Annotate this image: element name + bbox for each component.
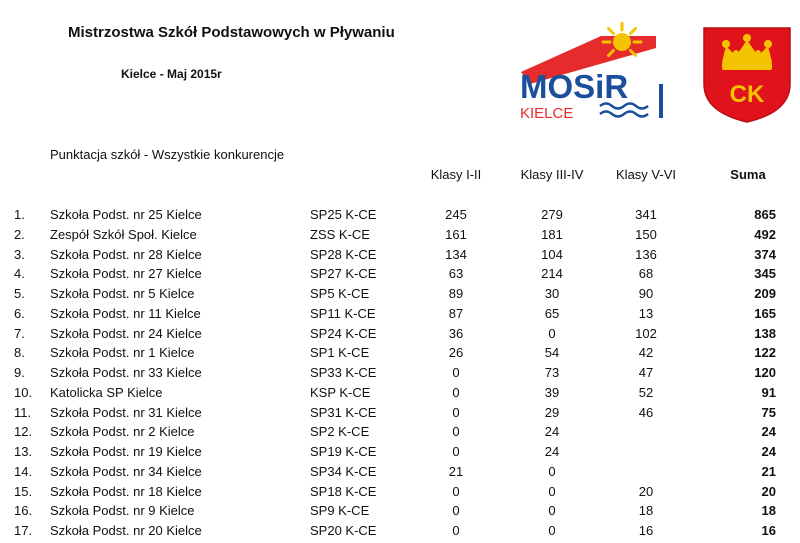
row-total: 165 <box>754 305 776 321</box>
row-school-code: SP19 K-CE <box>310 444 377 459</box>
row-score-klasy-1-2: 21 <box>448 463 464 479</box>
row-school-name: Szkoła Podst. nr 1 Kielce <box>50 345 195 361</box>
row-school-name: Zespół Szkół Społ. Kielce <box>50 226 197 242</box>
row-score-klasy-1-2: 36 <box>448 325 464 341</box>
row-school-name: Szkoła Podst. nr 33 Kielce <box>50 365 202 380</box>
row-rank: 13. <box>14 444 33 459</box>
row-score-klasy-5-6: 52 <box>638 384 654 400</box>
table-row <box>0 284 800 304</box>
row-score-klasy-5-6: 102 <box>635 325 657 341</box>
row-score-klasy-3-4: 39 <box>544 384 560 400</box>
row-score-klasy-3-4: 65 <box>544 305 560 321</box>
table-row <box>0 442 800 462</box>
row-score-klasy-5-6: 341 <box>635 207 657 222</box>
row-school-code: SP25 K-CE <box>310 207 377 222</box>
row-score-klasy-5-6: 18 <box>638 503 654 519</box>
row-score-klasy-5-6: 46 <box>638 404 654 420</box>
kielce-crest <box>700 26 794 124</box>
row-school-code: SP27 K-CE <box>310 266 377 282</box>
row-score-klasy-1-2: 0 <box>452 444 460 459</box>
row-rank: 4. <box>14 266 25 282</box>
row-total: 345 <box>754 266 776 282</box>
row-score-klasy-5-6: 16 <box>638 523 654 538</box>
row-score-klasy-3-4: 24 <box>544 444 560 459</box>
row-rank: 9. <box>14 365 25 380</box>
row-score-klasy-1-2: 0 <box>452 365 460 380</box>
table-row <box>0 343 800 363</box>
row-score-klasy-1-2: 0 <box>452 384 460 400</box>
row-total: 24 <box>761 444 776 459</box>
row-school-code: SP31 K-CE <box>310 404 377 420</box>
row-score-klasy-3-4: 73 <box>544 365 560 380</box>
row-score-klasy-3-4: 0 <box>548 463 556 479</box>
row-rank: 11. <box>14 404 32 420</box>
row-total: 209 <box>754 286 776 301</box>
row-school-code: KSP K-CE <box>310 384 371 400</box>
row-total: 91 <box>761 384 776 400</box>
row-rank: 6. <box>14 305 25 321</box>
row-school-name: Szkoła Podst. nr 27 Kielce <box>50 266 202 282</box>
row-school-name: Szkoła Podst. nr 25 Kielce <box>50 207 202 222</box>
mosir-logo-subtext: KIELCE <box>520 105 574 122</box>
table-row <box>0 245 800 265</box>
row-score-klasy-3-4: 24 <box>544 424 560 440</box>
row-school-code: SP11 K-CE <box>310 305 376 321</box>
row-school-name: Szkoła Podst. nr 24 Kielce <box>50 325 202 341</box>
row-score-klasy-1-2: 63 <box>448 266 464 282</box>
table-row <box>0 482 800 502</box>
row-rank: 1. <box>14 207 25 222</box>
row-score-klasy-3-4: 214 <box>541 266 563 282</box>
results-table <box>0 205 800 541</box>
row-school-name: Szkoła Podst. nr 9 Kielce <box>50 503 195 519</box>
row-school-code: SP9 K-CE <box>310 503 370 519</box>
waves-icon <box>600 104 648 117</box>
row-school-name: Katolicka SP Kielce <box>50 384 163 400</box>
table-row <box>0 304 800 324</box>
row-school-name: Szkoła Podst. nr 2 Kielce <box>50 424 195 440</box>
table-row <box>0 264 800 284</box>
row-score-klasy-3-4: 181 <box>541 226 563 242</box>
row-score-klasy-3-4: 279 <box>541 207 563 222</box>
row-school-code: SP18 K-CE <box>310 483 377 499</box>
row-score-klasy-5-6: 42 <box>638 345 654 361</box>
row-rank: 5. <box>14 286 25 301</box>
row-score-klasy-1-2: 0 <box>452 404 460 420</box>
row-school-name: Szkoła Podst. nr 31 Kielce <box>50 404 202 420</box>
column-header-suma: Suma <box>730 167 766 182</box>
table-row <box>0 383 800 403</box>
mosir-logo <box>516 22 666 122</box>
row-score-klasy-3-4: 0 <box>548 523 556 538</box>
row-total: 122 <box>754 345 776 361</box>
row-school-name: Szkoła Podst. nr 18 Kielce <box>50 483 202 499</box>
row-score-klasy-3-4: 104 <box>541 246 563 262</box>
row-score-klasy-1-2: 245 <box>445 207 467 222</box>
table-row <box>0 521 800 541</box>
row-school-code: SP28 K-CE <box>310 246 377 262</box>
table-row <box>0 225 800 245</box>
row-score-klasy-1-2: 87 <box>448 305 464 321</box>
mosir-logo-text: MOSiR <box>520 68 629 105</box>
row-school-code: SP1 K-CE <box>310 345 370 361</box>
row-total: 492 <box>754 226 776 242</box>
row-total: 16 <box>761 523 776 538</box>
row-school-name: Szkoła Podst. nr 5 Kielce <box>50 286 195 301</box>
row-total: 24 <box>761 424 776 440</box>
row-score-klasy-1-2: 26 <box>448 345 464 361</box>
row-total: 18 <box>761 503 776 519</box>
row-rank: 7. <box>14 325 25 341</box>
row-score-klasy-1-2: 0 <box>452 424 460 440</box>
table-row <box>0 501 800 521</box>
row-school-code: SP5 K-CE <box>310 286 370 301</box>
row-rank: 8. <box>14 345 25 361</box>
table-row <box>0 363 800 383</box>
row-rank: 10. <box>14 384 33 400</box>
page-subtitle: Kielce - Maj 2015r <box>121 67 222 81</box>
row-school-name: Szkoła Podst. nr 11 Kielce <box>50 305 201 321</box>
row-score-klasy-1-2: 0 <box>452 503 460 519</box>
row-school-name: Szkoła Podst. nr 19 Kielce <box>50 444 202 459</box>
row-score-klasy-3-4: 30 <box>544 286 560 301</box>
row-school-name: Szkoła Podst. nr 20 Kielce <box>50 523 202 538</box>
row-rank: 14. <box>14 463 33 479</box>
row-rank: 12. <box>14 424 33 440</box>
row-score-klasy-1-2: 89 <box>448 286 464 301</box>
row-score-klasy-3-4: 0 <box>548 483 556 499</box>
column-header-klasy-5-6: Klasy V-VI <box>616 167 676 182</box>
column-header-klasy-3-4: Klasy III-IV <box>520 167 584 182</box>
row-school-code: SP34 K-CE <box>310 463 377 479</box>
row-score-klasy-1-2: 0 <box>452 483 460 499</box>
row-school-code: SP2 K-CE <box>310 424 370 440</box>
page-title: Mistrzostwa Szkół Podstawowych w Pływaniu <box>68 24 395 41</box>
row-rank: 16. <box>14 503 33 519</box>
row-score-klasy-3-4: 54 <box>544 345 560 361</box>
row-rank: 3. <box>14 246 25 262</box>
row-score-klasy-5-6: 136 <box>635 246 657 262</box>
row-total: 75 <box>761 404 776 420</box>
row-score-klasy-5-6: 13 <box>638 305 654 321</box>
row-score-klasy-1-2: 134 <box>445 246 467 262</box>
row-score-klasy-5-6: 150 <box>635 226 657 242</box>
row-school-code: SP20 K-CE <box>310 523 377 538</box>
column-header-klasy-1-2: Klasy I-II <box>430 167 482 182</box>
row-score-klasy-5-6: 68 <box>638 266 654 282</box>
table-row <box>0 403 800 423</box>
row-total: 138 <box>754 325 776 341</box>
row-school-code: SP24 K-CE <box>310 325 377 341</box>
row-total: 21 <box>761 463 776 479</box>
row-school-code: SP33 K-CE <box>310 365 377 380</box>
row-score-klasy-5-6: 20 <box>638 483 654 499</box>
row-total: 120 <box>754 365 776 380</box>
table-row <box>0 324 800 344</box>
row-total: 374 <box>754 246 776 262</box>
crest-label: CK <box>729 81 765 108</box>
row-rank: 17. <box>14 523 33 538</box>
row-school-name: Szkoła Podst. nr 28 Kielce <box>50 246 202 262</box>
table-row <box>0 422 800 442</box>
row-score-klasy-3-4: 0 <box>548 503 556 519</box>
row-score-klasy-5-6: 47 <box>638 365 654 380</box>
table-row <box>0 462 800 482</box>
row-score-klasy-1-2: 0 <box>452 523 460 538</box>
row-score-klasy-3-4: 29 <box>544 404 560 420</box>
row-score-klasy-1-2: 161 <box>445 226 467 242</box>
row-rank: 2. <box>14 226 25 242</box>
table-row <box>0 205 800 225</box>
section-title: Punktacja szkół - Wszystkie konkurencje <box>50 147 285 162</box>
row-total: 865 <box>754 207 776 222</box>
row-score-klasy-3-4: 0 <box>548 325 556 341</box>
row-total: 20 <box>761 483 776 499</box>
row-score-klasy-5-6: 90 <box>638 286 654 301</box>
row-rank: 15. <box>14 483 33 499</box>
row-school-name: Szkoła Podst. nr 34 Kielce <box>50 463 202 479</box>
row-school-code: ZSS K-CE <box>310 226 370 242</box>
